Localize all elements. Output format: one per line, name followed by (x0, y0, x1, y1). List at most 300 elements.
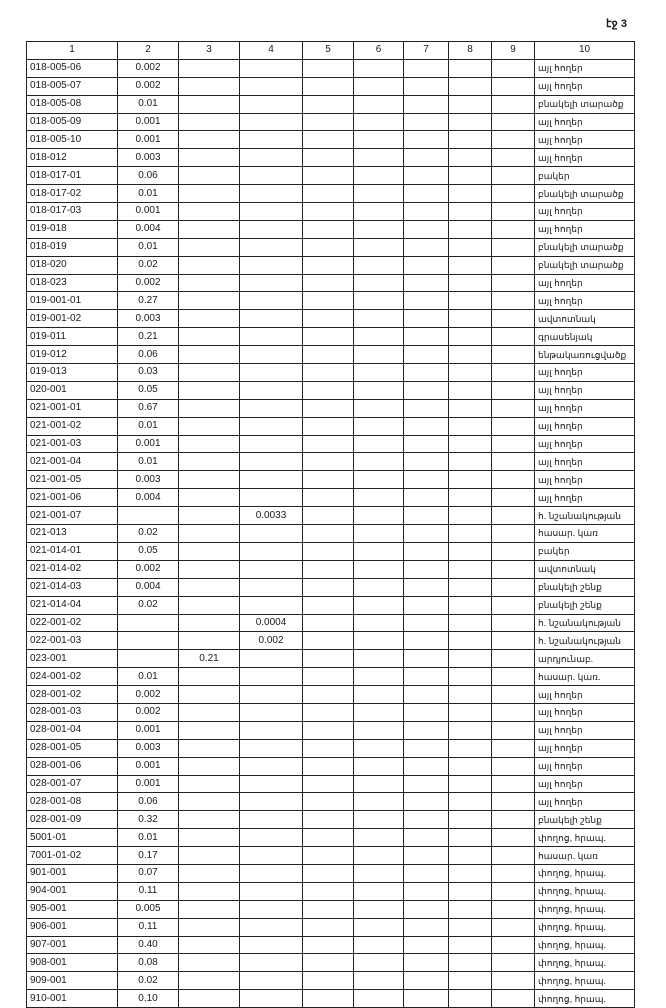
cell-col-2: 0.40 (118, 936, 179, 954)
cell-col-6 (354, 471, 404, 489)
cell-col-4 (240, 381, 303, 399)
cell-col-6 (354, 453, 404, 471)
cell-col-4 (240, 918, 303, 936)
cell-col-3 (179, 167, 240, 185)
cell-col-2: 0.001 (118, 435, 179, 453)
cell-col-9 (492, 811, 535, 829)
cell-col-3 (179, 829, 240, 847)
cell-col-8 (449, 310, 492, 328)
table-row (27, 721, 635, 739)
cell-col-10: այլ հողեր (535, 793, 635, 811)
cell-col-9 (492, 757, 535, 775)
cell-col-9 (492, 793, 535, 811)
cell-col-9 (492, 829, 535, 847)
cell-col-2: 0.001 (118, 131, 179, 149)
cell-col-7 (404, 811, 449, 829)
cell-col-5 (303, 185, 354, 203)
cell-col-5 (303, 900, 354, 918)
cell-col-2: 0.002 (118, 59, 179, 77)
land-table (26, 41, 635, 1008)
cell-col-1: 018-005-10 (27, 131, 118, 149)
table-row (27, 829, 635, 847)
cell-col-8 (449, 399, 492, 417)
table-row (27, 399, 635, 417)
table-row (27, 167, 635, 185)
cell-col-4 (240, 399, 303, 417)
cell-col-8 (449, 220, 492, 238)
cell-col-1: 018-020 (27, 256, 118, 274)
table-row (27, 900, 635, 918)
cell-col-3 (179, 95, 240, 113)
cell-col-5 (303, 489, 354, 507)
cell-col-2: 0.01 (118, 417, 179, 435)
table-row (27, 328, 635, 346)
cell-col-10: բնակելի շենք (535, 811, 635, 829)
table-row (27, 918, 635, 936)
cell-col-9 (492, 59, 535, 77)
table-row (27, 59, 635, 77)
cell-col-7 (404, 238, 449, 256)
cell-col-4 (240, 238, 303, 256)
cell-col-7 (404, 918, 449, 936)
cell-col-9 (492, 203, 535, 221)
cell-col-10: այլ հողեր (535, 435, 635, 453)
cell-col-9 (492, 578, 535, 596)
cell-col-3 (179, 775, 240, 793)
cell-col-2: 0.06 (118, 346, 179, 364)
cell-col-2: 0.06 (118, 793, 179, 811)
cell-col-2: 0.002 (118, 703, 179, 721)
cell-col-3 (179, 185, 240, 203)
cell-col-4 (240, 274, 303, 292)
cell-col-1: 022-001-03 (27, 632, 118, 650)
cell-col-2: 0.003 (118, 739, 179, 757)
cell-col-3 (179, 453, 240, 471)
cell-col-4 (240, 829, 303, 847)
cell-col-5 (303, 471, 354, 489)
cell-col-4 (240, 131, 303, 149)
cell-col-4 (240, 113, 303, 131)
cell-col-3 (179, 900, 240, 918)
column-header-9: 9 (492, 42, 535, 60)
cell-col-10: ավտոտնակ (535, 560, 635, 578)
cell-col-10: այլ հողեր (535, 59, 635, 77)
cell-col-3 (179, 972, 240, 990)
cell-col-3 (179, 328, 240, 346)
cell-col-8 (449, 757, 492, 775)
cell-col-10: փողոց, հրապ. (535, 990, 635, 1008)
cell-col-1: 021-001-06 (27, 489, 118, 507)
cell-col-2: 0.01 (118, 95, 179, 113)
cell-col-1: 018-005-09 (27, 113, 118, 131)
cell-col-7 (404, 686, 449, 704)
table-row (27, 149, 635, 167)
cell-col-8 (449, 864, 492, 882)
cell-col-7 (404, 471, 449, 489)
cell-col-8 (449, 328, 492, 346)
cell-col-6 (354, 864, 404, 882)
cell-col-6 (354, 578, 404, 596)
cell-col-6 (354, 95, 404, 113)
cell-col-10: այլ հողեր (535, 775, 635, 793)
cell-col-7 (404, 328, 449, 346)
cell-col-1: 905-001 (27, 900, 118, 918)
cell-col-9 (492, 131, 535, 149)
cell-col-7 (404, 525, 449, 543)
cell-col-8 (449, 775, 492, 793)
table-row (27, 220, 635, 238)
cell-col-3 (179, 203, 240, 221)
cell-col-5 (303, 936, 354, 954)
cell-col-8 (449, 703, 492, 721)
cell-col-2: 0.002 (118, 560, 179, 578)
cell-col-2: 0.004 (118, 220, 179, 238)
cell-col-10: այլ հողեր (535, 471, 635, 489)
cell-col-2: 0.001 (118, 721, 179, 739)
cell-col-6 (354, 417, 404, 435)
cell-col-7 (404, 435, 449, 453)
column-header-3: 3 (179, 42, 240, 60)
cell-col-10: փողոց, հրապ. (535, 864, 635, 882)
cell-col-1: 910-001 (27, 990, 118, 1008)
cell-col-8 (449, 95, 492, 113)
cell-col-9 (492, 238, 535, 256)
cell-col-6 (354, 435, 404, 453)
cell-col-2: 0.05 (118, 542, 179, 560)
cell-col-4 (240, 435, 303, 453)
cell-col-10: այլ հողեր (535, 149, 635, 167)
cell-col-3 (179, 918, 240, 936)
cell-col-8 (449, 453, 492, 471)
cell-col-4 (240, 203, 303, 221)
cell-col-4 (240, 793, 303, 811)
cell-col-8 (449, 256, 492, 274)
cell-col-3 (179, 292, 240, 310)
cell-col-5 (303, 453, 354, 471)
cell-col-5 (303, 614, 354, 632)
cell-col-10: փողոց, հրապ. (535, 936, 635, 954)
cell-col-2: 0.11 (118, 918, 179, 936)
cell-col-1: 028-001-07 (27, 775, 118, 793)
cell-col-2: 0.01 (118, 238, 179, 256)
cell-col-9 (492, 918, 535, 936)
cell-col-4 (240, 578, 303, 596)
cell-col-8 (449, 990, 492, 1008)
cell-col-6 (354, 560, 404, 578)
cell-col-6 (354, 775, 404, 793)
cell-col-7 (404, 972, 449, 990)
cell-col-5 (303, 864, 354, 882)
cell-col-5 (303, 274, 354, 292)
cell-col-1: 021-001-03 (27, 435, 118, 453)
table-row (27, 542, 635, 560)
cell-col-6 (354, 829, 404, 847)
cell-col-9 (492, 990, 535, 1008)
cell-col-3 (179, 990, 240, 1008)
cell-col-8 (449, 274, 492, 292)
cell-col-1: 018-017-01 (27, 167, 118, 185)
cell-col-9 (492, 936, 535, 954)
cell-col-6 (354, 811, 404, 829)
cell-col-5 (303, 954, 354, 972)
cell-col-8 (449, 811, 492, 829)
cell-col-9 (492, 882, 535, 900)
cell-col-10: բնակելի տարածք (535, 238, 635, 256)
column-header-6: 6 (354, 42, 404, 60)
cell-col-10: այլ հողեր (535, 417, 635, 435)
cell-col-9 (492, 650, 535, 668)
table-row (27, 614, 635, 632)
cell-col-3 (179, 793, 240, 811)
cell-col-3 (179, 489, 240, 507)
cell-col-3 (179, 882, 240, 900)
cell-col-1: 019-013 (27, 364, 118, 382)
cell-col-4 (240, 900, 303, 918)
cell-col-1: 019-018 (27, 220, 118, 238)
cell-col-7 (404, 560, 449, 578)
cell-col-6 (354, 256, 404, 274)
cell-col-8 (449, 59, 492, 77)
cell-col-8 (449, 131, 492, 149)
cell-col-6 (354, 203, 404, 221)
cell-col-3 (179, 220, 240, 238)
table-row (27, 972, 635, 990)
cell-col-7 (404, 292, 449, 310)
table-row (27, 703, 635, 721)
cell-col-10: հասար. կառ (535, 847, 635, 865)
table-row (27, 77, 635, 95)
cell-col-7 (404, 936, 449, 954)
cell-col-8 (449, 185, 492, 203)
cell-col-2 (118, 614, 179, 632)
cell-col-5 (303, 292, 354, 310)
cell-col-8 (449, 381, 492, 399)
cell-col-2: 0.32 (118, 811, 179, 829)
cell-col-10: բակեր (535, 542, 635, 560)
cell-col-4 (240, 721, 303, 739)
cell-col-6 (354, 292, 404, 310)
cell-col-3 (179, 59, 240, 77)
table-row (27, 936, 635, 954)
cell-col-8 (449, 489, 492, 507)
cell-col-6 (354, 507, 404, 525)
cell-col-1: 019-012 (27, 346, 118, 364)
cell-col-7 (404, 990, 449, 1008)
cell-col-8 (449, 149, 492, 167)
cell-col-6 (354, 596, 404, 614)
cell-col-4 (240, 542, 303, 560)
cell-col-4 (240, 936, 303, 954)
cell-col-8 (449, 113, 492, 131)
cell-col-2: 0.03 (118, 364, 179, 382)
cell-col-6 (354, 972, 404, 990)
cell-col-10: փողոց, հրապ. (535, 954, 635, 972)
cell-col-9 (492, 167, 535, 185)
cell-col-2: 0.001 (118, 113, 179, 131)
cell-col-5 (303, 650, 354, 668)
cell-col-2: 0.02 (118, 972, 179, 990)
cell-col-10: այլ հողեր (535, 274, 635, 292)
cell-col-5 (303, 739, 354, 757)
cell-col-8 (449, 918, 492, 936)
cell-col-10: այլ հողեր (535, 113, 635, 131)
page-label: էջ 3 (606, 18, 627, 30)
cell-col-9 (492, 900, 535, 918)
cell-col-8 (449, 596, 492, 614)
cell-col-2: 0.002 (118, 686, 179, 704)
cell-col-10: այլ հողեր (535, 131, 635, 149)
cell-col-4 (240, 650, 303, 668)
cell-col-3 (179, 525, 240, 543)
cell-col-10: հասար. կառ. (535, 668, 635, 686)
cell-col-3 (179, 77, 240, 95)
cell-col-6 (354, 936, 404, 954)
cell-col-9 (492, 596, 535, 614)
cell-col-7 (404, 703, 449, 721)
table-row (27, 471, 635, 489)
cell-col-3 (179, 542, 240, 560)
cell-col-8 (449, 793, 492, 811)
cell-col-8 (449, 471, 492, 489)
cell-col-5 (303, 256, 354, 274)
cell-col-2: 0.001 (118, 757, 179, 775)
cell-col-9 (492, 113, 535, 131)
cell-col-7 (404, 185, 449, 203)
cell-col-1: 019-001-01 (27, 292, 118, 310)
cell-col-8 (449, 77, 492, 95)
cell-col-8 (449, 614, 492, 632)
cell-col-8 (449, 542, 492, 560)
cell-col-2 (118, 632, 179, 650)
cell-col-7 (404, 113, 449, 131)
cell-col-2: 0.004 (118, 578, 179, 596)
cell-col-1: 028-001-02 (27, 686, 118, 704)
cell-col-3 (179, 238, 240, 256)
table-row (27, 185, 635, 203)
cell-col-1: 021-014-02 (27, 560, 118, 578)
cell-col-1: 901-001 (27, 864, 118, 882)
table-row (27, 525, 635, 543)
cell-col-8 (449, 578, 492, 596)
cell-col-4 (240, 77, 303, 95)
cell-col-8 (449, 346, 492, 364)
table-row (27, 578, 635, 596)
cell-col-9 (492, 346, 535, 364)
cell-col-7 (404, 542, 449, 560)
cell-col-1: 020-001 (27, 381, 118, 399)
cell-col-7 (404, 864, 449, 882)
cell-col-8 (449, 686, 492, 704)
cell-col-6 (354, 113, 404, 131)
cell-col-4 (240, 328, 303, 346)
column-header-2: 2 (118, 42, 179, 60)
cell-col-4 (240, 811, 303, 829)
cell-col-2: 0.11 (118, 882, 179, 900)
cell-col-4 (240, 489, 303, 507)
cell-col-1: 018-019 (27, 238, 118, 256)
cell-col-3 (179, 686, 240, 704)
cell-col-8 (449, 721, 492, 739)
cell-col-5 (303, 381, 354, 399)
cell-col-3 (179, 131, 240, 149)
cell-col-7 (404, 614, 449, 632)
cell-col-7 (404, 596, 449, 614)
cell-col-1: 019-001-02 (27, 310, 118, 328)
cell-col-5 (303, 310, 354, 328)
cell-col-9 (492, 435, 535, 453)
cell-col-6 (354, 149, 404, 167)
cell-col-10: այլ հողեր (535, 77, 635, 95)
cell-col-8 (449, 167, 492, 185)
cell-col-5 (303, 542, 354, 560)
cell-col-6 (354, 238, 404, 256)
cell-col-5 (303, 346, 354, 364)
cell-col-9 (492, 668, 535, 686)
cell-col-2: 0.01 (118, 185, 179, 203)
cell-col-2: 0.67 (118, 399, 179, 417)
cell-col-9 (492, 632, 535, 650)
cell-col-5 (303, 793, 354, 811)
cell-col-8 (449, 668, 492, 686)
cell-col-7 (404, 256, 449, 274)
cell-col-6 (354, 847, 404, 865)
cell-col-4 (240, 310, 303, 328)
cell-col-10: այլ հողեր (535, 703, 635, 721)
cell-col-4: 0.0004 (240, 614, 303, 632)
cell-col-10: բնակելի շենք (535, 596, 635, 614)
cell-col-5 (303, 131, 354, 149)
cell-col-9 (492, 972, 535, 990)
cell-col-2: 0.02 (118, 596, 179, 614)
cell-col-1: 023-001 (27, 650, 118, 668)
table-row (27, 381, 635, 399)
cell-col-3 (179, 381, 240, 399)
cell-col-6 (354, 793, 404, 811)
cell-col-10: բնակելի շենք (535, 578, 635, 596)
cell-col-1: 908-001 (27, 954, 118, 972)
cell-col-7 (404, 399, 449, 417)
cell-col-4 (240, 471, 303, 489)
cell-col-4 (240, 346, 303, 364)
cell-col-10: բնակելի տարածք (535, 95, 635, 113)
cell-col-10: այլ հողեր (535, 381, 635, 399)
cell-col-9 (492, 954, 535, 972)
cell-col-1: 021-014-01 (27, 542, 118, 560)
cell-col-6 (354, 525, 404, 543)
cell-col-5 (303, 238, 354, 256)
cell-col-7 (404, 149, 449, 167)
cell-col-8 (449, 364, 492, 382)
cell-col-6 (354, 954, 404, 972)
cell-col-10: ենթակառուցվածք (535, 346, 635, 364)
cell-col-10: արդյունաբ. (535, 650, 635, 668)
cell-col-9 (492, 77, 535, 95)
cell-col-7 (404, 346, 449, 364)
cell-col-2: 0.27 (118, 292, 179, 310)
cell-col-7 (404, 489, 449, 507)
cell-col-9 (492, 686, 535, 704)
cell-col-9 (492, 149, 535, 167)
cell-col-7 (404, 203, 449, 221)
cell-col-7 (404, 882, 449, 900)
table-row (27, 489, 635, 507)
cell-col-6 (354, 632, 404, 650)
cell-col-6 (354, 650, 404, 668)
cell-col-9 (492, 256, 535, 274)
cell-col-1: 021-013 (27, 525, 118, 543)
cell-col-10: այլ հողեր (535, 489, 635, 507)
cell-col-10: ավտոտնակ (535, 310, 635, 328)
